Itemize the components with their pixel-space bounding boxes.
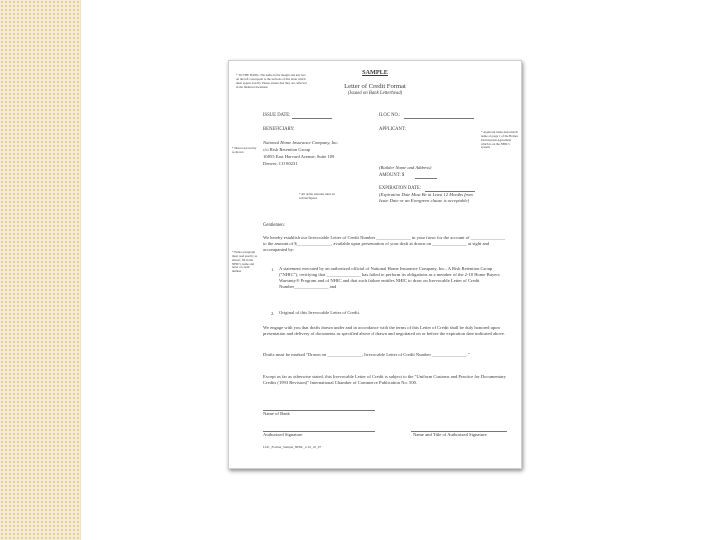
footer-filename: LOC_Format_Sample_NHIC_2-10_10_07 (263, 445, 322, 449)
document-subtitle: (Issued on Bank Letterhead) (347, 91, 403, 96)
name-of-bank-label: Name of Bank (263, 411, 290, 416)
item-1-number: 1. (271, 267, 275, 272)
amount-line (415, 178, 437, 179)
beneficiary-line-4: Denver, CO 80231 (263, 161, 298, 166)
issue-date-label: ISSUE DATE: (263, 113, 291, 118)
builder-name-address: (Builder Name and Address) (379, 165, 432, 170)
authorized-signature-label: Authorized Signature (263, 432, 303, 437)
name-title-signature-label: Name and Title of Authorized Signature (413, 432, 487, 437)
item-1-statement: A statement executed by an authorized official of National Home Insurance Company, Inc., A Risk Retention Group ("NHIC"), certifying that _______________ has failed to perform its obligations as a member of the 2-10 Home Buyers Warranty® Program and of NHIC and that such failure entitles NHIC to draw on Irrevocable Letter of Credit Number_______________ and (279, 266, 500, 290)
beneficiary-line-3: 10855 East Harvard Avenue, Suite 109 (263, 154, 335, 159)
expiration-note: (Expiration Date Must Be at Least 12 Months from Issue Date or an Evergreen clause is acceptable) (379, 192, 473, 204)
paragraph-drafts-marking: Drafts must be marked "Drawn on _______________, Irrevocable Letter of Credit Number _______________." (263, 352, 470, 357)
expiration-date-label: EXPIRATION DATE: (379, 186, 422, 191)
left-note-paragraph: * Entire paragraph must read exactly as shown; fill in the NHIC's name and letter of credit number (232, 250, 258, 274)
document-title: Letter of Credit Format (344, 83, 406, 90)
stripe-edge-line (80, 0, 81, 540)
applicant-note: * Applicant name must match name on page 1 of the Homes Participation Agreement which is on the NBIC's system. (481, 130, 518, 150)
paragraph-establish-credit: We hereby establish our Irrevocable Letter of Credit Number _______________ in your favor for the account of _______________ to the amount of $_______________, available upon presentation of your draft at drawn on _______________ at sight and accompanied by: (263, 235, 506, 253)
left-note-exact: * Must read exactly as shown (232, 146, 257, 154)
top-note: * TO THE BANK: The name in the margin and text box on the left correspond to the sections of this letter which must appear exactly. Please ensure that they are reflected in the finalized document. (236, 73, 307, 89)
iloc-no-label: ILOC NO.: (379, 113, 401, 118)
salutation: Gentlemen: (263, 223, 285, 228)
amount-label: AMOUNT: $ (379, 173, 405, 178)
paragraph-ucp: Except as far as otherwise stated, this Irrevocable Letter of Credit is subject to the "Uniform Customs and Practice for Documentary Credits (1993 Revision)" International Chamber of Commerce Publication No. 500. (263, 374, 506, 386)
iloc-no-line (404, 118, 474, 119)
item-2-original: Original of this Irrevocable Letter of Credit. (279, 310, 360, 315)
beneficiary-line-1: National Home Insurance Company, Inc. (263, 140, 339, 145)
decorative-dotted-stripe (0, 0, 80, 540)
beneficiary-label: BENEFICIARY: (263, 127, 295, 132)
beneficiary-line-2: c/o Risk Retention Group (263, 147, 311, 152)
paragraph-engagement: We engage with you that drafts drawn under and in accordance with the terms of this Letter of Credit shall be duly honored upon presentation and delivery of documents as specified above if drawn and negotiated on or before the expiration date indicated above. (263, 325, 506, 337)
dollar-amounts-note: * All dollar amounts must be written/figures (299, 192, 335, 200)
applicant-label: APPLICANT: (379, 127, 406, 132)
sample-label: SAMPLE (362, 69, 388, 76)
letter-of-credit-document (228, 60, 522, 469)
item-2-number: 2. (271, 311, 275, 316)
issue-date-line (292, 118, 332, 119)
